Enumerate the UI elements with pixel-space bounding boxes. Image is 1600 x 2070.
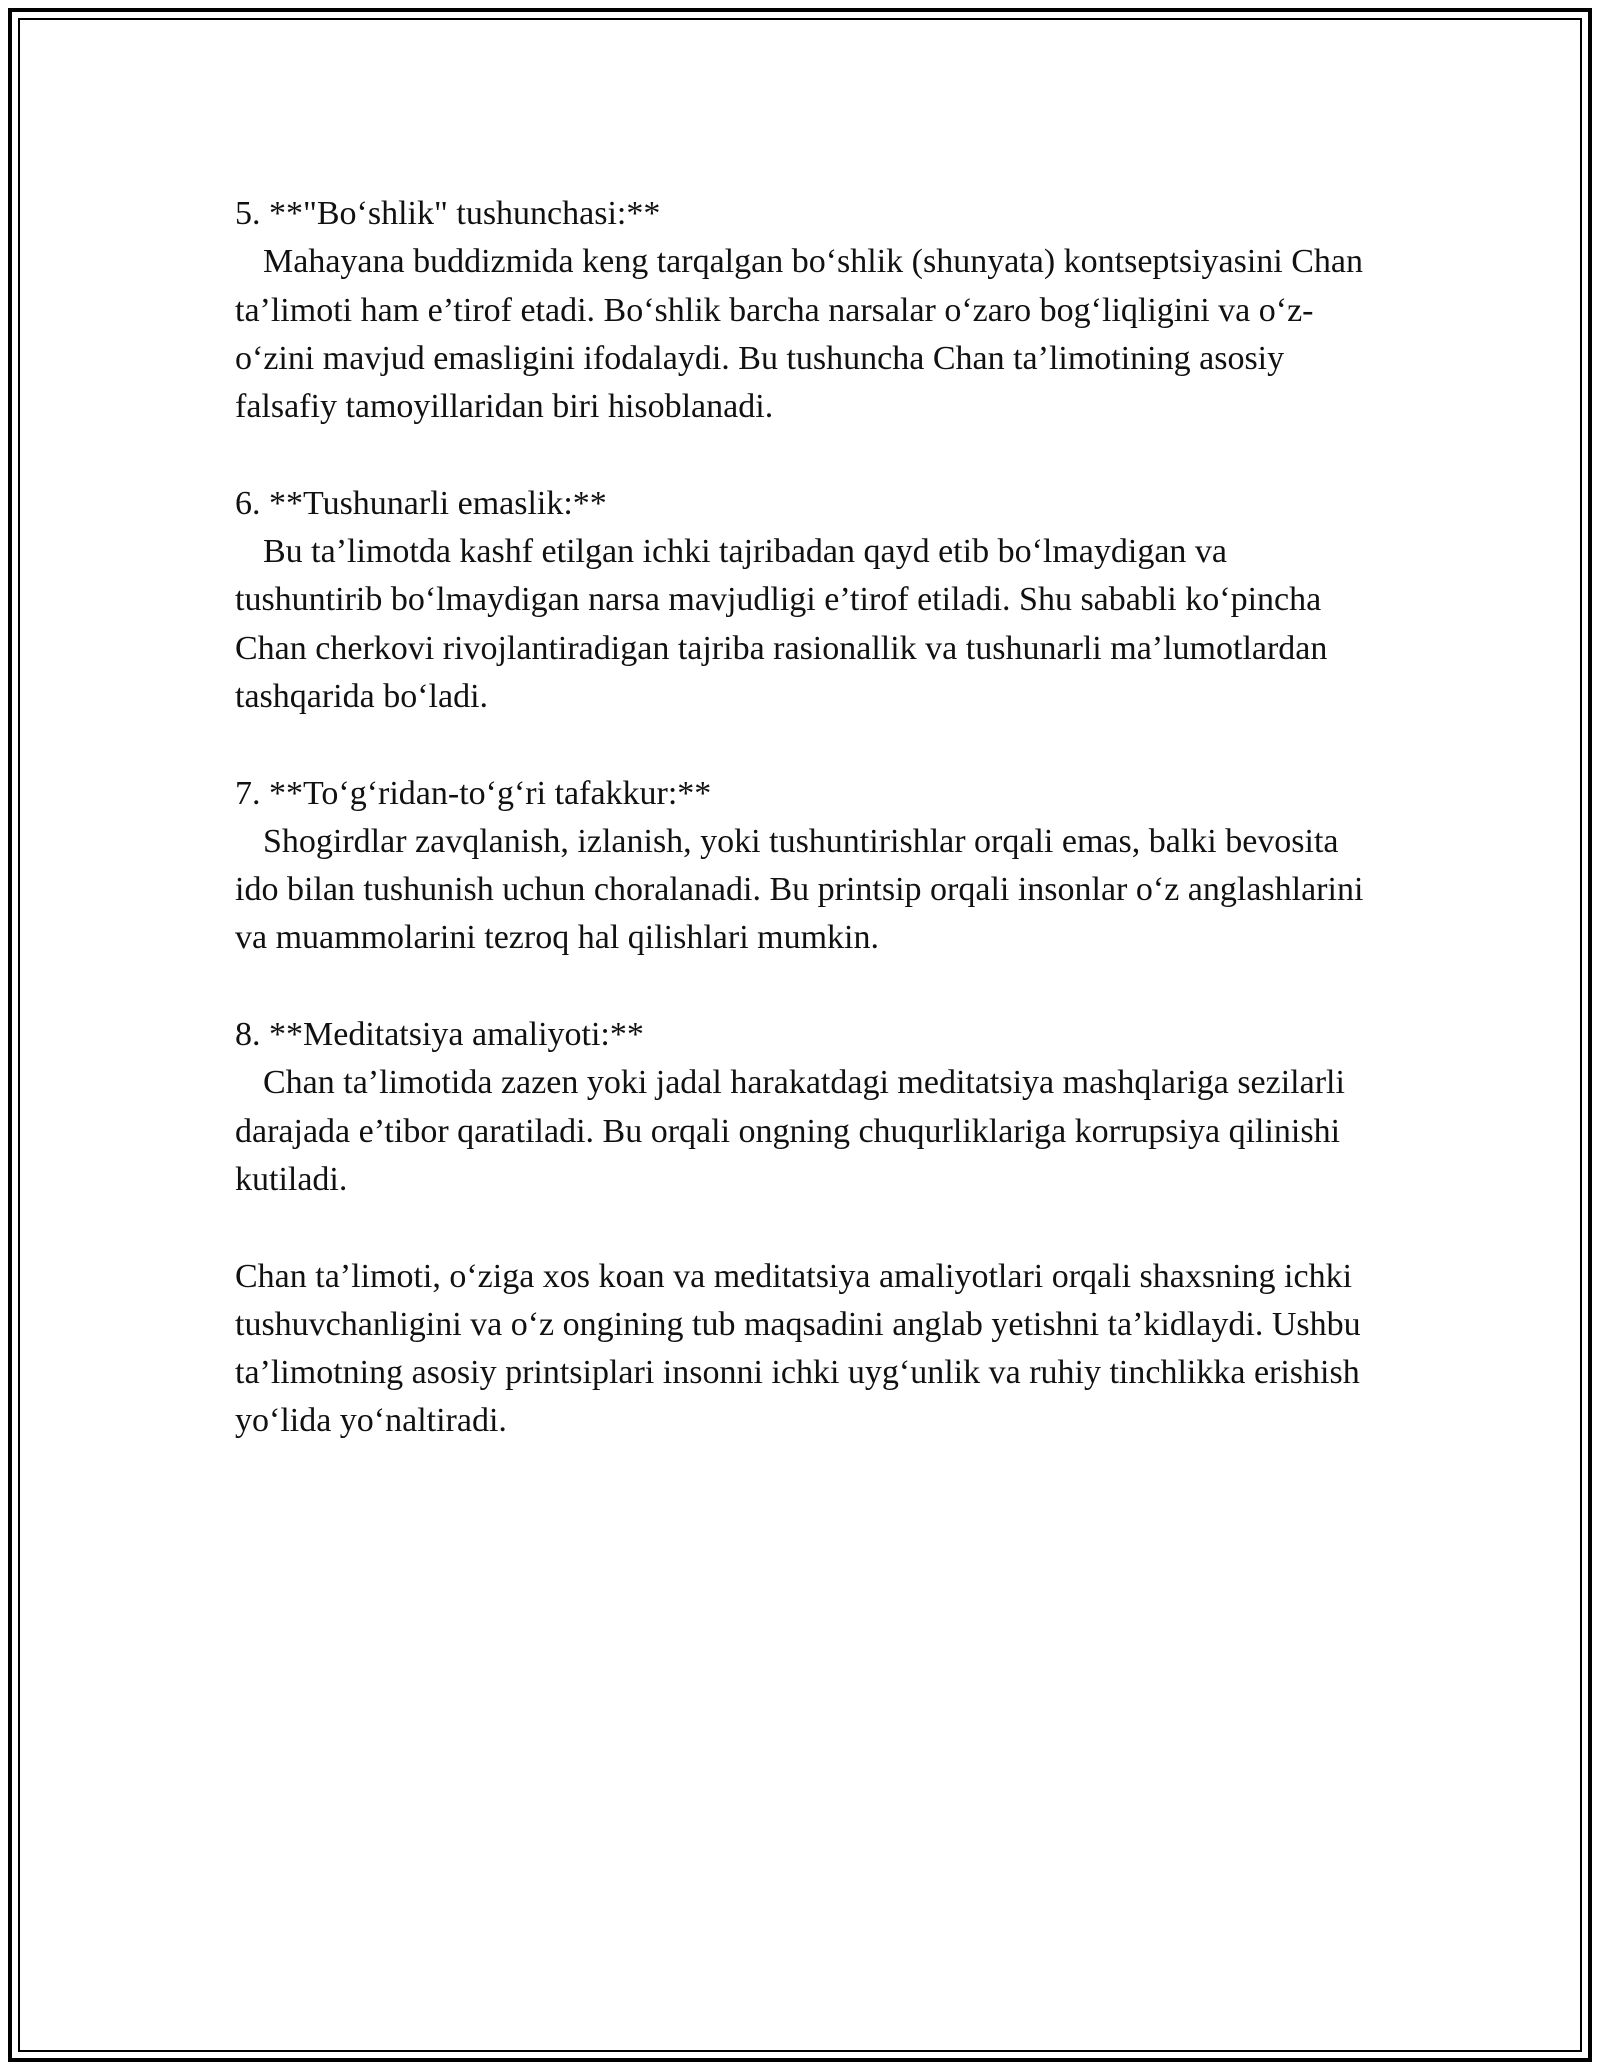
- section-heading: 8. **Meditatsiya amaliyoti:**: [235, 1016, 644, 1054]
- section-8-meditatsiya-amaliyoti: [235, 1011, 1375, 1204]
- conclusion-paragraph: Chan ta’limoti, o‘ziga xos koan va meditatsiya amaliyotlari orqali shaxsning ichki tushuvchanligini va o‘z ongining tub maqsadini anglab yetishni ta’kidlaydi. Ushbu ta’limotning asosiy printsiplari insonni ichki uyg‘unlik va ruhiy tinchlikka erishish yo‘lida yo‘naltiradi.: [235, 1257, 1361, 1440]
- section-paragraph: Mahayana buddizmida keng tarqalgan bo‘shlik (shunyata) kontseptsiyasini Chan ta’limoti ham e’tirof etadi. Bo‘shlik barcha narsalar o‘zaro bog‘liqligini va o‘z-o‘zini mavjud emasligini ifodalaydi. Bu tushuncha Chan ta’limotining asosiy falsafiy tamoyillaridan biri hisoblanadi.: [235, 243, 1364, 426]
- section-7-togridan-togri-tafakkur: [235, 770, 1375, 963]
- section-paragraph: Bu ta’limotda kashf etilgan ichki tajribadan qayd etib bo‘lmaydigan va tushuntirib bo‘lmaydigan narsa mavjudligi e’tirof etiladi. Shu sababli ko‘pincha Chan cherkovi rivojlantiradigan tajriba rasionallik va tushunarli ma’lumotlardan tashqarida bo‘ladi.: [235, 533, 1328, 715]
- section-paragraph: Chan ta’limotida zazen yoki jadal harakatdagi meditatsiya mashqlariga sezilarli darajada e’tibor qaratiladi. Bu orqali ongning chuqurliklariga korrupsiya qilinishi kutiladi.: [235, 1064, 1345, 1198]
- section-5-boshlik: [235, 190, 1375, 431]
- section-heading: 7. **To‘g‘ridan-to‘g‘ri tafakkur:**: [235, 774, 712, 812]
- section-heading: 6. **Tushunarli emaslik:**: [235, 484, 607, 522]
- section-6-tushunarli-emaslik: [235, 480, 1375, 721]
- section-heading: 5. **"Bo‘shlik" tushunchasi:**: [235, 195, 661, 232]
- section-paragraph: Shogirdlar zavqlanish, izlanish, yoki tushuntirishlar orqali emas, balki bevosita ido bilan tushunish uchun choralanadi. Bu printsip orqali insonlar o‘z anglashlarini va muammolarini tezroq hal qilishlari mumkin.: [235, 822, 1364, 957]
- document-body: [235, 190, 1375, 1446]
